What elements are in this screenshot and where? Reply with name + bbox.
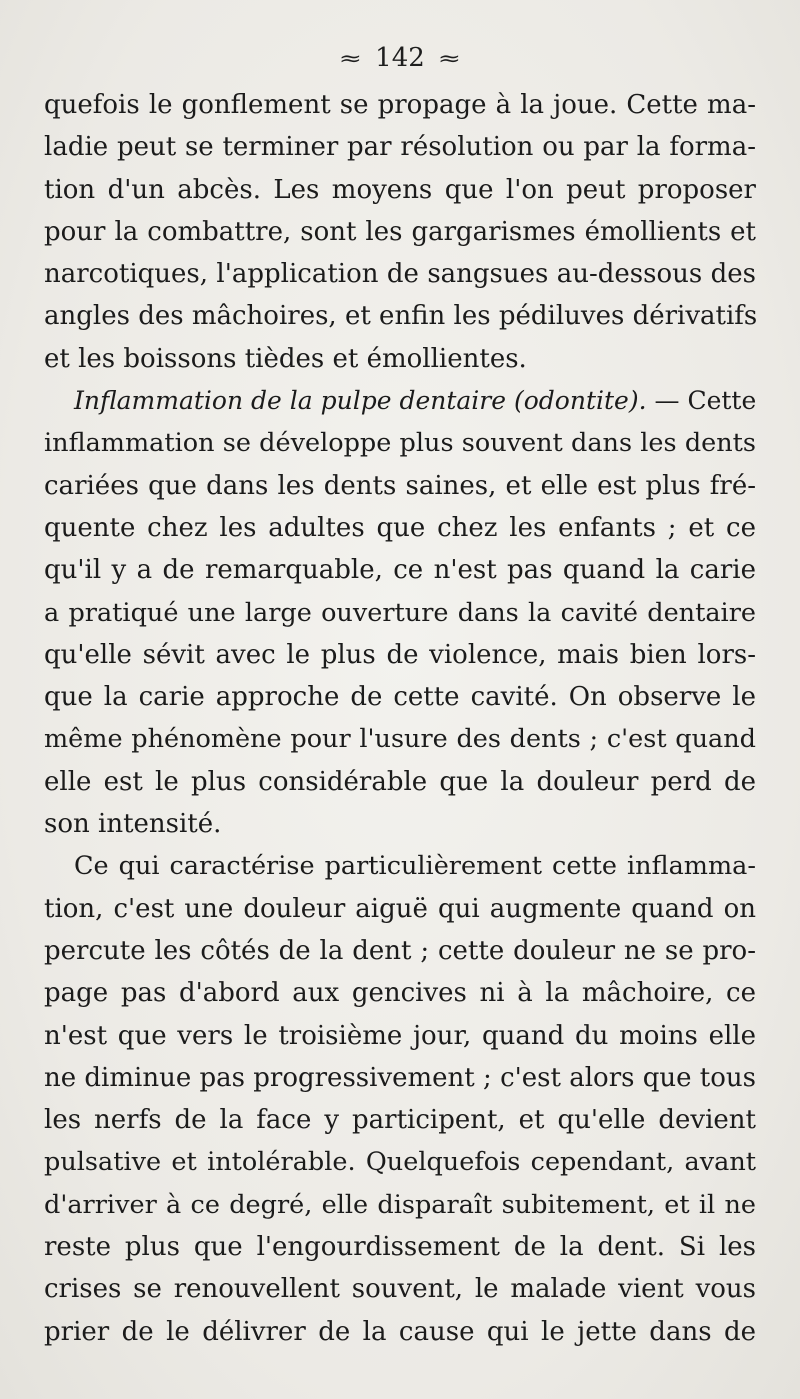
right-ornament-icon: ≈ xyxy=(437,46,462,70)
text-line: percute les côtés de la dent ; cette douleur ne se pro- xyxy=(44,935,756,966)
text-line: angles des mâchoires, et enfin les pédiluves dérivatifs xyxy=(44,301,758,332)
body-text xyxy=(44,84,756,1353)
heading-rest: — Cette xyxy=(646,386,757,416)
text-line: cariées que dans les dents saines, et elle est plus fré- xyxy=(44,470,756,501)
text-line: qu'elle sévit avec le plus de violence, mais bien lors- xyxy=(44,639,756,670)
text-line: Ce qui caractérise particulièrement cette inflamma- xyxy=(74,851,756,882)
text-line: crises se renouvellent souvent, le malade vient vous xyxy=(44,1274,756,1305)
text-line: pour la combattre, sont les gargarismes émollients et xyxy=(44,216,756,247)
text-line: narcotiques, l'application de sangsues au-dessous des xyxy=(44,259,756,290)
text-line: quente chez les adultes que chez les enfants ; et ce xyxy=(44,512,756,543)
text-line: reste plus que l'engourdissement de la dent. Si les xyxy=(44,1232,756,1263)
section-heading: Inflammation de la pulpe dentaire (odontite). xyxy=(74,386,647,416)
paragraph-heading-line xyxy=(44,380,756,422)
text-line: ne diminue pas progressivement ; c'est alors que tous xyxy=(44,1062,756,1093)
text-line: son intensité. xyxy=(44,809,222,840)
page-header xyxy=(0,40,800,75)
text-line: qu'il y a de remarquable, ce n'est pas quand la carie xyxy=(44,555,756,586)
text-line: et les boissons tièdes et émollientes. xyxy=(44,343,527,374)
text-line: que la carie approche de cette cavité. On observe le xyxy=(44,682,756,713)
text-line: quefois le gonflement se propage à la joue. Cette ma- xyxy=(44,90,756,120)
text-line: elle est le plus considérable que la douleur perd de xyxy=(44,766,756,797)
text-line: tion, c'est une douleur aiguë qui augmente quand on xyxy=(44,893,756,924)
text-line: d'arriver à ce degré, elle disparaît subitement, et il ne xyxy=(44,1189,756,1220)
text-line: prier de le délivrer de la cause qui le jette dans de xyxy=(44,1316,756,1347)
text-line: inflammation se développe plus souvent dans les dents xyxy=(44,428,756,459)
text-line: les nerfs de la face y participent, et qu'elle devient xyxy=(44,1105,756,1136)
text-line: pulsative et intolérable. Quelquefois cependant, avant xyxy=(44,1147,756,1178)
text-line: page pas d'abord aux gencives ni à la mâchoire, ce xyxy=(44,978,756,1009)
text-line: ladie peut se terminer par résolution ou par la forma- xyxy=(44,132,756,163)
text-line: tion d'un abcès. Les moyens que l'on peut proposer xyxy=(44,174,756,205)
text-line: n'est que vers le troisième jour, quand du moins elle xyxy=(44,1020,756,1051)
text-line: même phénomène pour l'usure des dents ; c'est quand xyxy=(44,724,756,755)
left-ornament-icon: ≈ xyxy=(338,46,363,70)
text-line: a pratiqué une large ouverture dans la cavité dentaire xyxy=(44,597,756,628)
page-number: 142 xyxy=(375,43,425,73)
